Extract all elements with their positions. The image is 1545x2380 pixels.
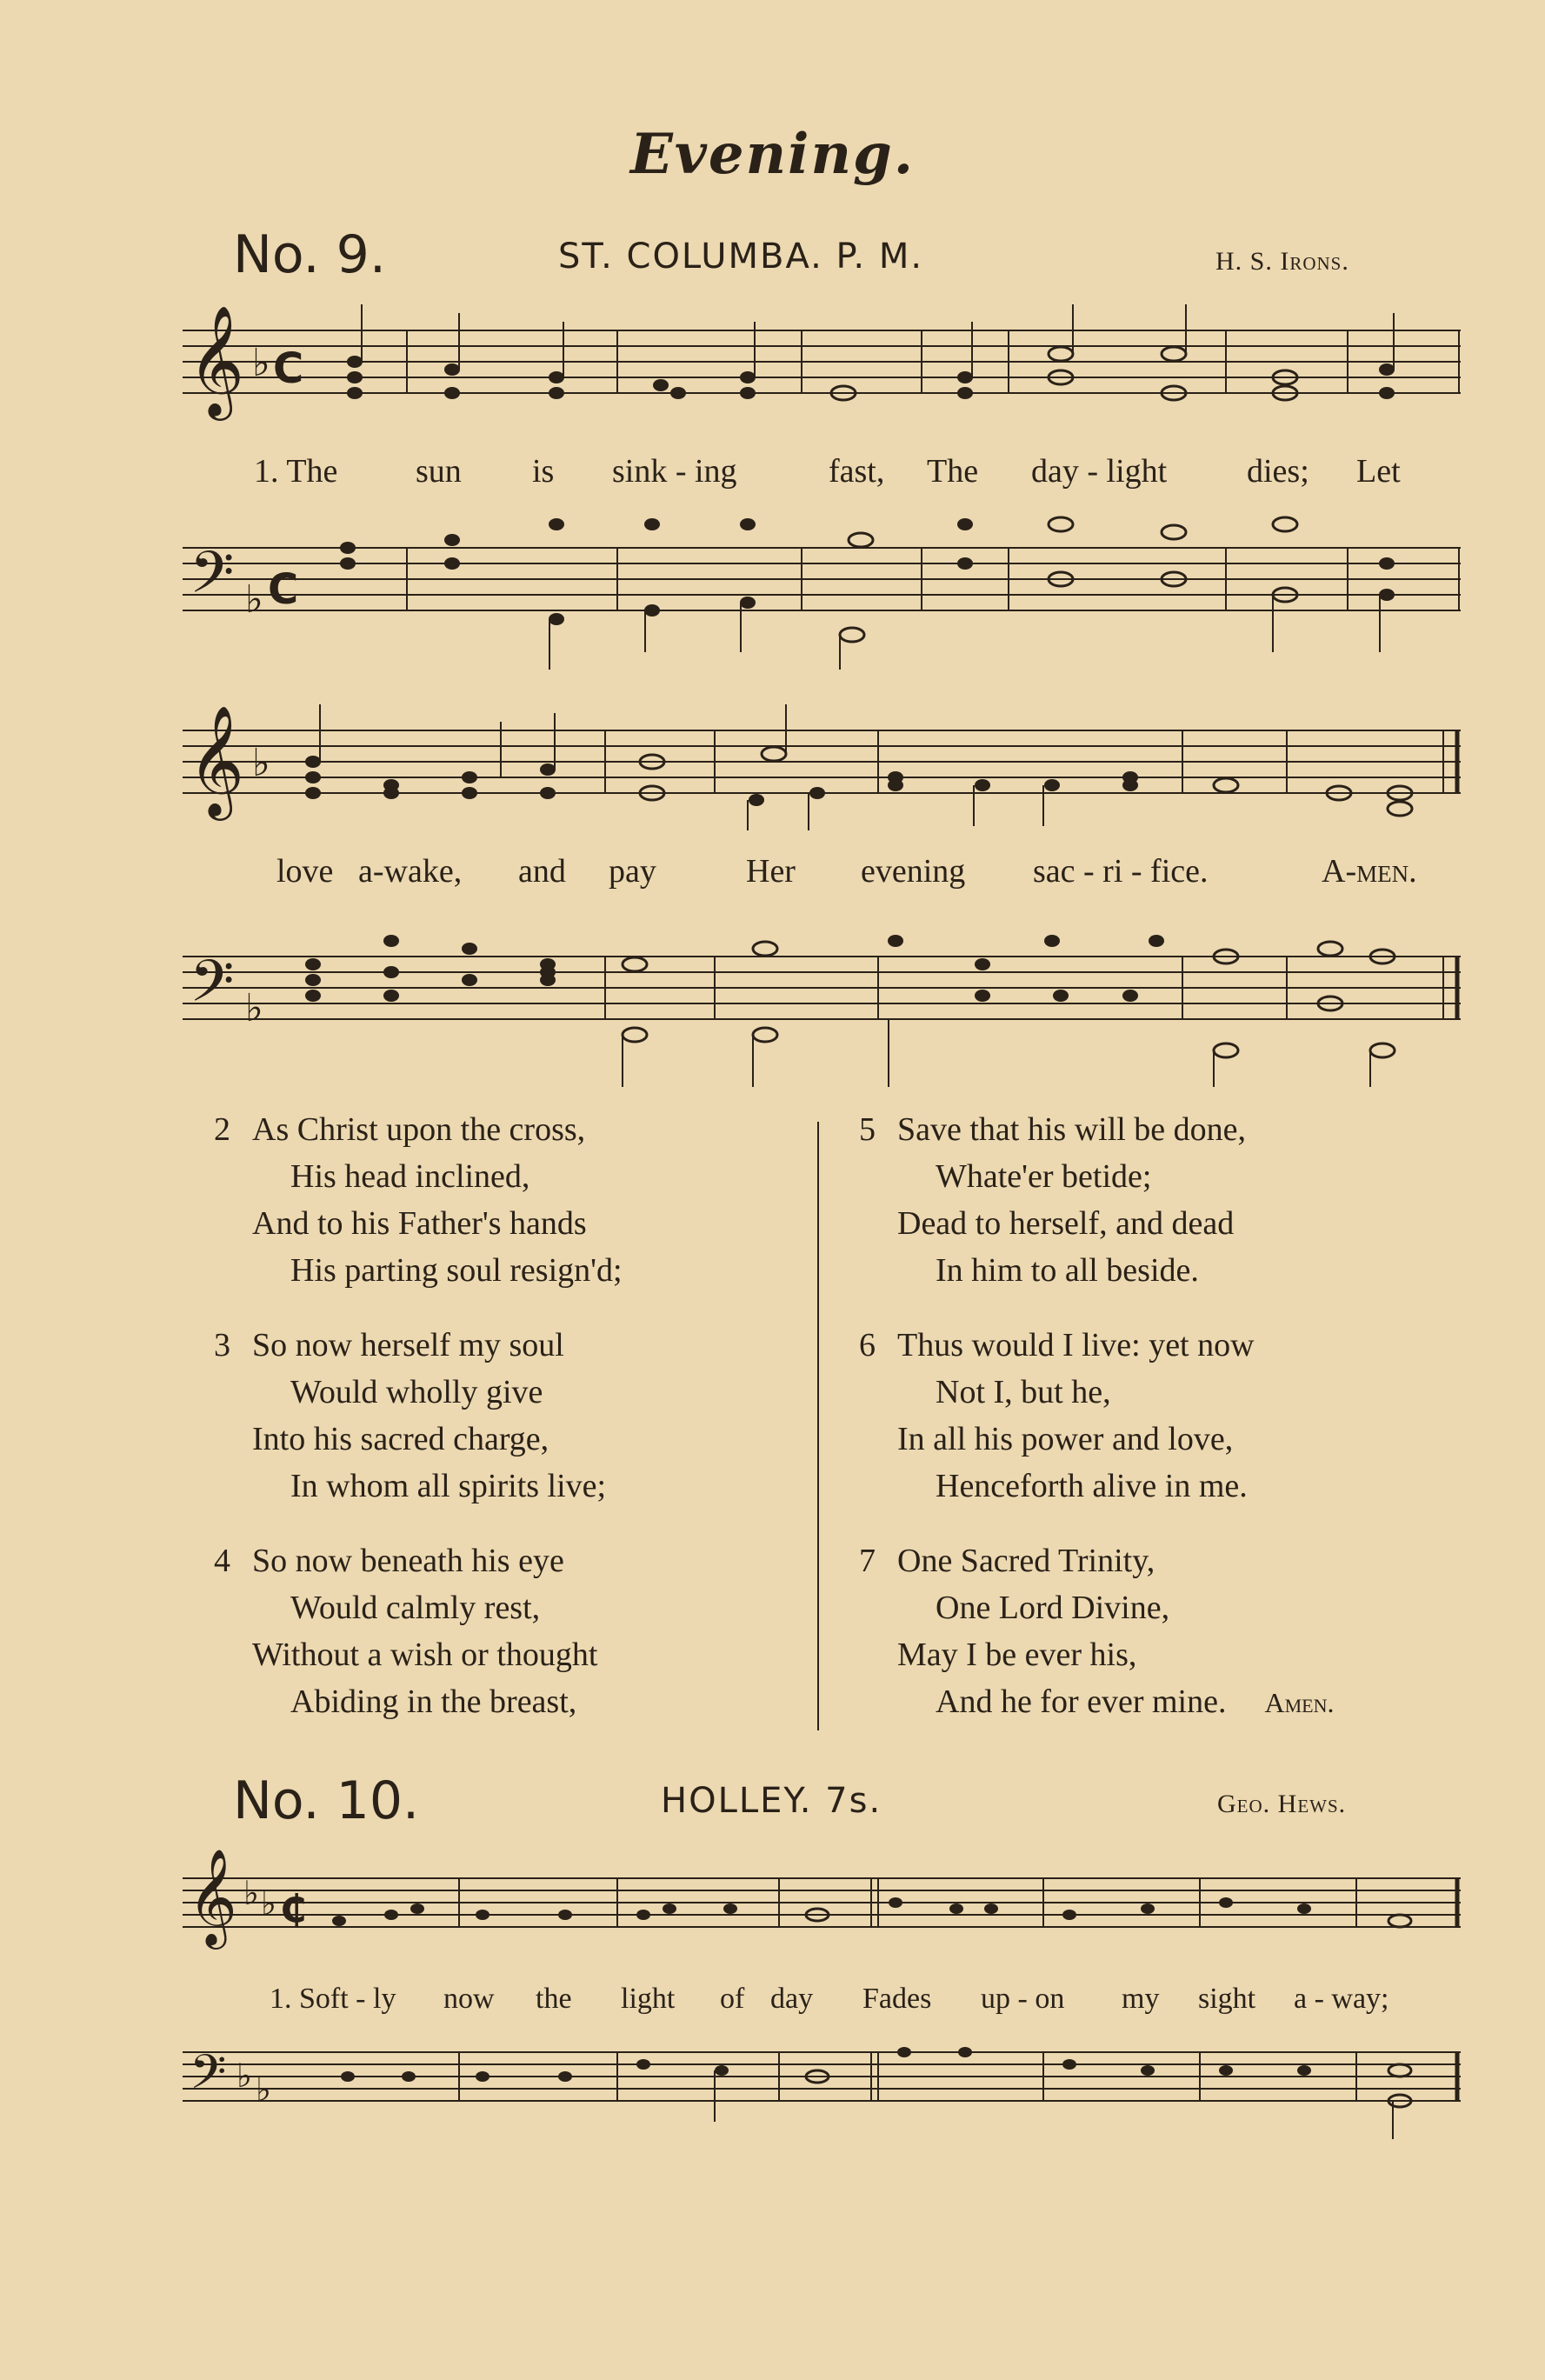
svg-text:C: C [273, 344, 304, 393]
hymn-9-number: No. 9. [233, 224, 386, 285]
svg-text:𝄢: 𝄢 [190, 2044, 227, 2111]
bass-clef-icon [190, 2044, 226, 2111]
verse-line: Not I, but he, [936, 1374, 1111, 1410]
hymn-10-line-1-syllable: a - way; [1294, 1983, 1389, 2015]
hymn-10-line-1-syllable: of [720, 1983, 745, 2015]
verse-line: His parting soul resign'd; [290, 1252, 623, 1289]
verse-line: Would calmly rest, [290, 1590, 541, 1626]
svg-text:♭: ♭ [256, 2070, 271, 2109]
svg-text:𝄢: 𝄢 [190, 948, 235, 1029]
hymn-9-line-2-syllable: A-men. [1322, 853, 1417, 890]
treble-clef-icon [188, 704, 244, 821]
verse-number: 3 [214, 1327, 230, 1363]
hymn-9-line-1-syllable: sun [416, 453, 462, 490]
verse-line: As Christ upon the cross, [252, 1111, 586, 1148]
verse-7 [859, 1537, 1485, 1726]
verse-line: And he for ever mine. [936, 1683, 1227, 1720]
hymn-9-line-1-syllable: Let [1356, 453, 1401, 490]
hymn-10-line-1-syllable: light [621, 1983, 676, 2015]
hymn-9-line-1-syllable: 1. The [254, 453, 338, 490]
verse-2 [214, 1106, 805, 1294]
verse-line: In whom all spirits live; [290, 1468, 607, 1504]
hymn-9-line-2-syllable: sac - ri - fice. [1033, 853, 1209, 890]
verse-line: Save that his will be done, [897, 1111, 1247, 1148]
verse-line: Abiding in the breast, [290, 1683, 577, 1720]
hymn-9-verses-left [214, 1106, 805, 1753]
svg-text:𝄞: 𝄞 [188, 304, 245, 416]
verse-number: 4 [214, 1543, 230, 1579]
hymn-9-line-1-syllable: is [532, 453, 555, 490]
hymn-9-line-1-syllable: fast, [829, 453, 885, 490]
hymn-10-number: No. 10. [233, 1770, 420, 1831]
bass-clef-icon [190, 539, 234, 620]
verse-3 [214, 1322, 805, 1510]
hymn-9-line-1-syllable: day - light [1031, 453, 1168, 490]
verse-line: In all his power and love, [897, 1421, 1234, 1457]
verse-number: 7 [859, 1543, 876, 1579]
amen-label: Amen. [1264, 1687, 1335, 1718]
hymn-10-line-1-syllable: now [443, 1983, 495, 2015]
svg-text:₵: ₵ [280, 1887, 307, 1931]
hymn-10-line-1-syllable: my [1122, 1983, 1160, 2015]
verse-line: Into his sacred charge, [252, 1421, 549, 1457]
hymn-9-line-2-syllable: Her [746, 853, 796, 890]
bass-clef-icon [190, 948, 234, 1029]
hymn-9-verses-right [859, 1106, 1485, 1754]
hymn-9-tune: ST. COLUMBA. P. M. [558, 237, 924, 277]
svg-text:♭: ♭ [245, 986, 263, 1030]
hymn-9-composer: H. S. Irons. [1215, 247, 1349, 276]
verse-line: Thus would I live: yet now [897, 1327, 1255, 1363]
hymn-10-bass-staff [183, 2017, 1461, 2157]
treble-clef-icon [188, 304, 244, 421]
hymn-9-line-2-syllable: a-wake, [358, 853, 463, 890]
svg-text:𝄢: 𝄢 [190, 539, 235, 620]
hymn-10-line-1-syllable: 1. Soft - ly [270, 1983, 396, 2015]
svg-text:𝄞: 𝄞 [188, 1848, 237, 1945]
verse-line: May I be ever his, [897, 1637, 1137, 1673]
hymn-10-line-1-syllable: up - on [981, 1983, 1065, 2015]
hymn-9-system-1-treble-staff [183, 296, 1461, 417]
verse-line: Would wholly give [290, 1374, 543, 1410]
hymn-10-line-1-syllable: sight [1198, 1983, 1256, 2015]
hymn-9-system-2-bass-staff [183, 913, 1461, 1087]
verse-4 [214, 1537, 805, 1725]
verse-line: In him to all beside. [936, 1252, 1199, 1289]
svg-text:♭: ♭ [261, 1884, 276, 1923]
verse-line: Dead to herself, and dead [897, 1205, 1235, 1242]
treble-clef-icon [188, 1848, 237, 1950]
svg-text:♭: ♭ [245, 577, 263, 622]
hymn-9-system-1-bass-staff [183, 513, 1461, 670]
hymn-10-treble-staff [183, 1835, 1461, 1965]
hymn-10-tune: HOLLEY. 7s. [661, 1781, 882, 1821]
verse-line: And to his Father's hands [252, 1205, 587, 1242]
hymn-9-line-1-syllable: sink - ing [612, 453, 737, 490]
verse-line: One Sacred Trinity, [897, 1543, 1155, 1579]
verse-line: Henceforth alive in me. [936, 1468, 1248, 1504]
hymn-9-line-2-syllable: evening [861, 853, 966, 890]
hymn-9-line-1-syllable: The [927, 453, 979, 490]
hymn-10-line-1-syllable: day [770, 1983, 814, 2015]
verse-6 [859, 1322, 1485, 1510]
section-title: Evening. [629, 122, 916, 187]
svg-text:♭: ♭ [252, 341, 270, 385]
svg-text:C: C [268, 565, 299, 614]
hymn-9-line-2-syllable: pay [609, 853, 656, 890]
verse-number: 6 [859, 1327, 876, 1363]
verse-line: Without a wish or thought [252, 1637, 598, 1673]
verse-5 [859, 1106, 1485, 1294]
verse-column-divider [817, 1122, 819, 1730]
verse-line: Whate'er betide; [936, 1158, 1152, 1195]
svg-text:𝄞: 𝄞 [188, 704, 245, 816]
hymn-9-line-2-syllable: love [276, 853, 334, 890]
hymn-9-line-1-syllable: dies; [1247, 453, 1309, 490]
hymn-10-composer: Geo. Hews. [1217, 1790, 1347, 1818]
verse-line: So now beneath his eye [252, 1543, 564, 1579]
hymn-10-line-1-syllable: the [536, 1983, 572, 2015]
verse-number: 2 [214, 1111, 230, 1148]
hymn-9-system-2-treble-staff [183, 696, 1461, 835]
hymn-10-line-1-syllable: Fades [862, 1983, 932, 2015]
verse-line: His head inclined, [290, 1158, 530, 1195]
svg-text:♭: ♭ [252, 741, 270, 785]
svg-text:♭: ♭ [236, 2057, 252, 2095]
hymn-9-line-2-syllable: and [518, 853, 566, 890]
verse-line: So now herself my soul [252, 1327, 564, 1363]
verse-number: 5 [859, 1111, 876, 1148]
svg-text:♭: ♭ [243, 1874, 259, 1912]
verse-line: One Lord Divine, [936, 1590, 1170, 1626]
